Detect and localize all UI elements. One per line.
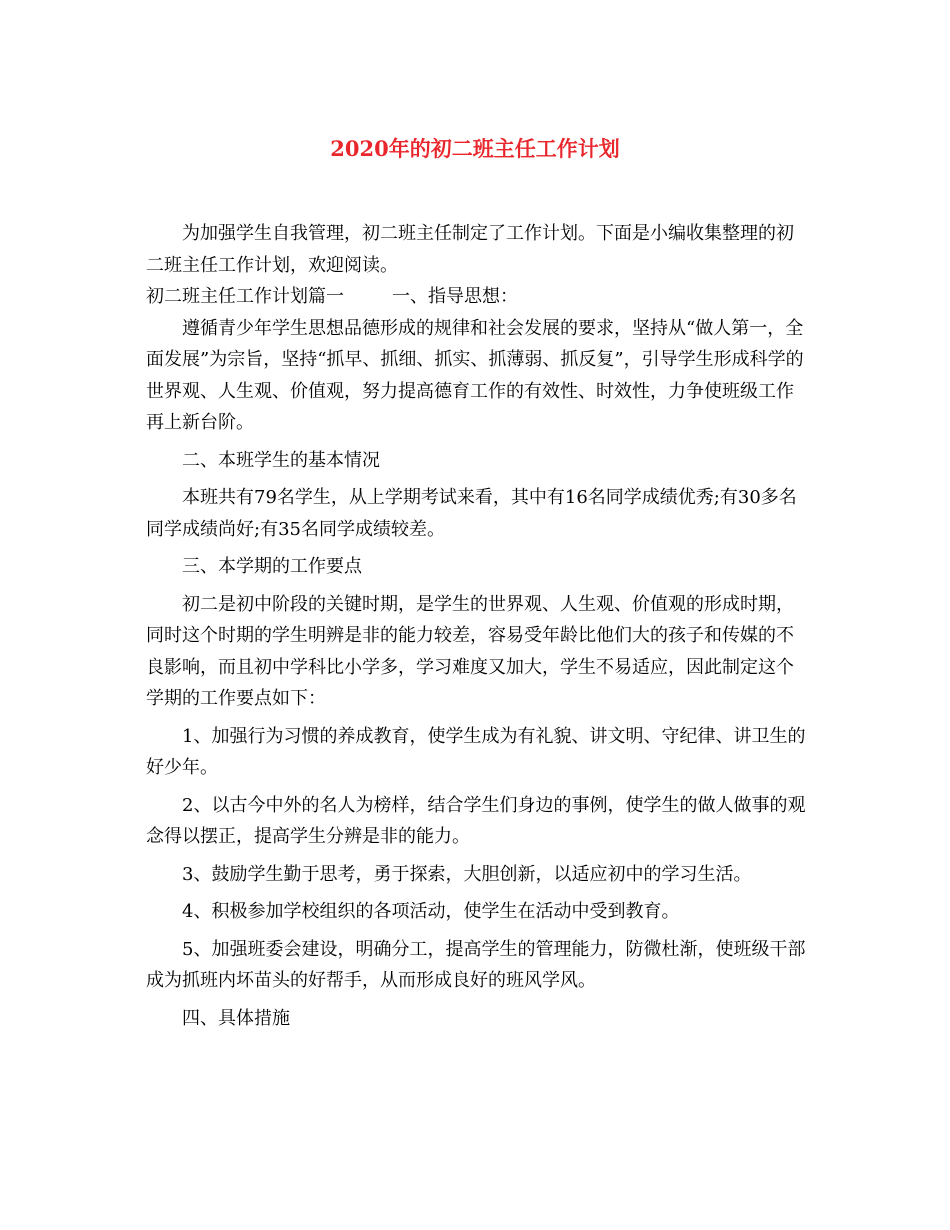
point-2: 2、以古今中外的名人为榜样，结合学生们身边的事例，使学生的做人做事的观念得以摆正，提高学生分辨是非的能力。 [146,794,806,847]
section1-heading: 一、指导思想： [392,286,518,307]
point-3: 3、鼓励学生勤于思考，勇于探索，大胆创新，以适应初中的学习生活。 [182,863,752,885]
point-4: 4、积极参加学校组织的各项活动，使学生在活动中受到教育。 [182,901,680,922]
point-5: 5、加强班委会建设，明确分工，提高学生的管理能力，防微杜渐，使班级干部成为抓班内坏苗头的好帮手，从而形成良好的班风学风。 [146,938,806,991]
section2-heading: 二、本班学生的基本情况 [182,449,380,471]
section2-body: 本班共有79名学生，从上学期考试来看，其中有16名同学成绩优秀;有30多名同学成绩尚好;有35名同学成绩较差。 [146,487,797,540]
document-title: 2020年的初二班主任工作计划 [330,136,620,161]
section3-heading: 三、本学期的工作要点 [182,556,362,577]
document-body [146,218,810,1034]
chapter-label: 初二班主任工作计划篇一 [146,286,344,307]
intro-paragraph: 为加强学生自我管理，初二班主任制定了工作计划。下面是小编收集整理的初二班主任工作计划，欢迎阅读。 [146,223,794,276]
point-1: 1、加强行为习惯的养成教育，使学生成为有礼貌、讲文明、守纪律、讲卫生的好少年。 [146,725,806,778]
chapter-heading-line [146,281,810,313]
section4-heading: 四、具体措施 [182,1007,290,1029]
section1-body: 遵循青少年学生思想品德形成的规律和社会发展的要求，坚持从“做人第一，全面发展”为宗旨，坚持“抓早、抓细、抓实、抓薄弱、抓反复”，引导学生形成科学的世界观、人生观、价值观，努力提高德育工作的有效性、时效性，力争使班级工作再上新台阶。 [146,317,804,433]
section3-body: 初二是初中阶段的关键时期，是学生的世界观、人生观、价值观的形成时期，同时这个时期的学生明辨是非的能力较差，容易受年龄比他们大的孩子和传媒的不良影响，而且初中学科比小学多，学习难度又加大，学生不易适应，因此制定这个学期的工作要点如下： [146,593,794,709]
